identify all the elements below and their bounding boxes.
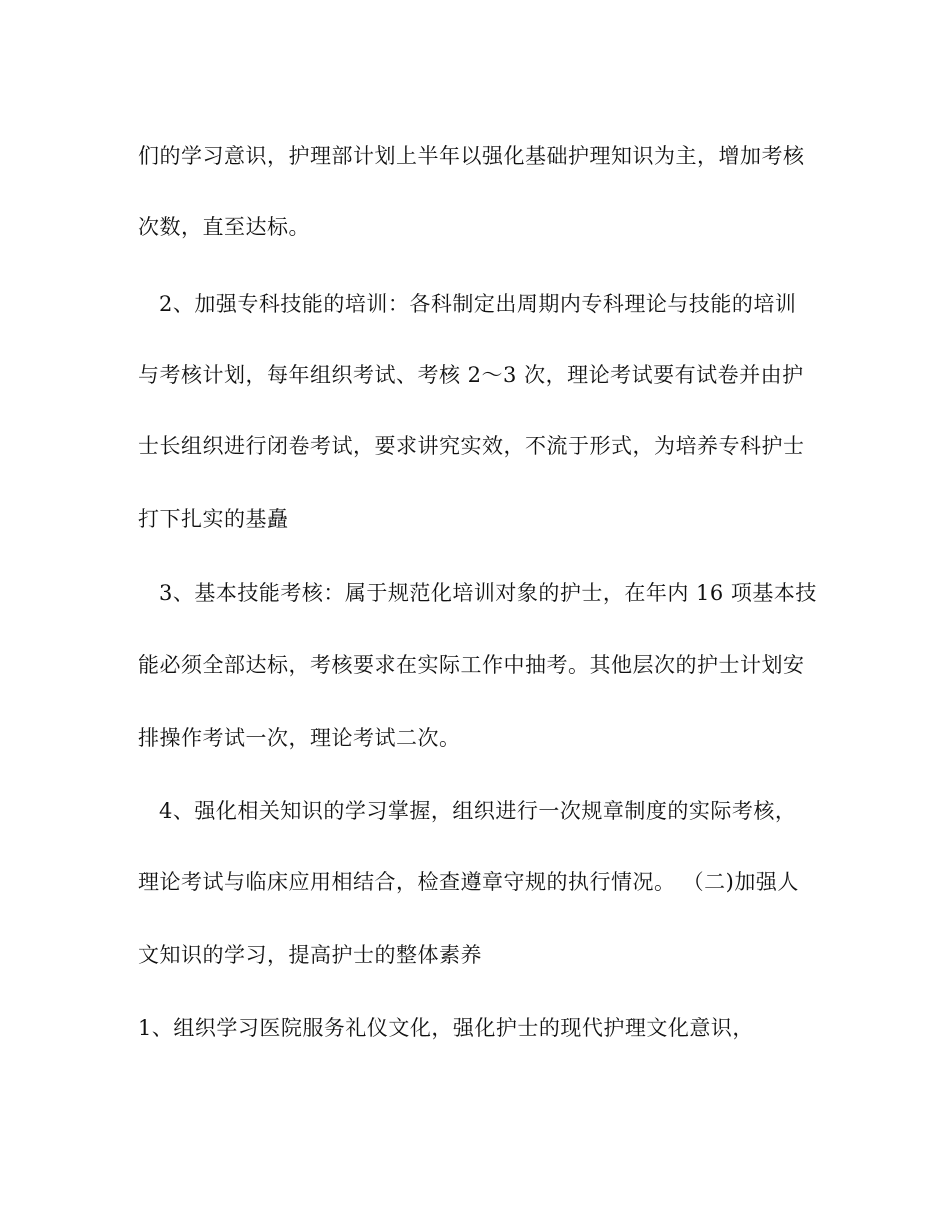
text-line: 4、强化相关知识的学习掌握，组织进行一次规章制度的实际考核， xyxy=(159,799,797,823)
text-line: 3、基本技能考核：属于规范化培训对象的护士，在年内 16 项基本技 xyxy=(159,581,817,605)
text-line: 排操作考试一次，理论考试二次。 xyxy=(138,726,461,750)
text-line: 士长组织进行闭卷考试，要求讲究实效，不流于形式，为培养专科护士 xyxy=(138,434,805,458)
text-line: 文知识的学习，提高护士的整体素养 xyxy=(138,943,482,967)
text-line: 们的学习意识，护理部计划上半年以强化基础护理知识为主，增加考核 xyxy=(138,144,805,168)
text-line: 与考核计划，每年组织考试、考核 2～3 次，理论考试要有试卷并由护 xyxy=(138,363,804,387)
text-line: 打下扎实的基矗 xyxy=(138,507,289,531)
text-line: 2、加强专科技能的培训：各科制定出周期内专科理论与技能的培训 xyxy=(159,292,797,316)
text-line: 理论考试与临床应用相结合，检查遵章守规的执行情况。 （二)加强人 xyxy=(138,870,799,894)
text-line: 能必须全部达标，考核要求在实际工作中抽考。其他层次的护士计划安 xyxy=(138,653,805,677)
text-line: 1、组织学习医院服务礼仪文化，强化护士的现代护理文化意识， xyxy=(138,1016,754,1040)
text-line: 次数，直至达标。 xyxy=(138,215,310,239)
